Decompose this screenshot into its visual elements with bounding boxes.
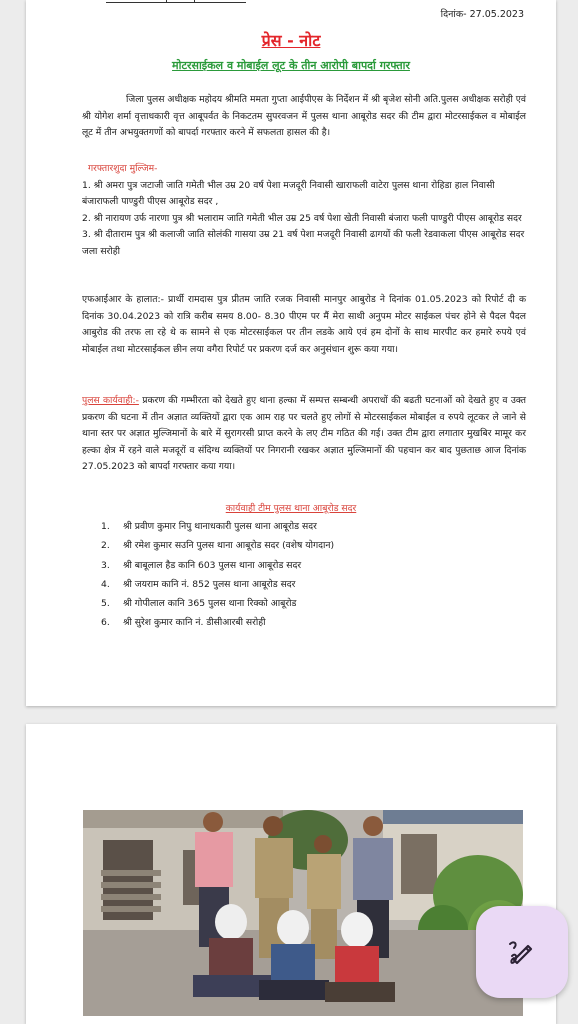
accused-section xyxy=(82,161,526,260)
team-member-text: श्री रमेश कुमार सउनि पुलस थाना आबूरोड सदर (वशेष योगदान) xyxy=(123,540,335,552)
fir-text: प्रार्थी रामदास पुत्र प्रीतम जाति रजक निवासी मानपुर आबुरोड ने दिनांक 01.05.2023 को रिपोर्ट दी क दिनांक 30.04.2023 को रात्रि करीब समय 8.00- 8.30 पीएम पर मैं मेरा साथी अनुपम मोटर साईकल पंचर होने से पैदल पैदल आबुरोड की तरफ ला रहे थे क सामने से एक मोटरसाईकल पर तीन लडके आये एवं हम दोनों के साथ मारपीट कर हमारे रुपये एवं मोबाईल तथा मोटरसाईकल छीन लया वगैरा रिपोर्ट पर प्रकरण दर्ज कर अनुसंधान शुरू कया गया। xyxy=(82,294,526,355)
team-member xyxy=(101,517,521,536)
team-member xyxy=(101,575,521,594)
fir-heading: एफआईआर के हालात:- xyxy=(82,294,164,305)
team-member xyxy=(101,613,521,632)
press-note-subtitle: मोटरसाईकल व मोबाईल लूट के तीन आरोपी बापर्दा गरफ्तार xyxy=(172,59,410,72)
team-member-text: श्री बाबूलाल हैड कानि 603 पुलस थाना आबूरोड सदर xyxy=(123,559,302,571)
accused-heading: गरफ्तारशुदा मुल्जिम- xyxy=(88,163,158,174)
team-list xyxy=(101,517,521,633)
action-heading: पुलस कार्यवाही:- xyxy=(82,395,139,406)
edit-fab-button[interactable] xyxy=(476,906,568,998)
arrest-photo xyxy=(83,810,523,1016)
action-text: प्रकरण की गम्भीरता को देखते हुए थाना हल्का में सम्पत्त सम्बन्धी अपराधों की बढती घटनाओं को देखते हुए व उक्त प्रकरण की घटना में तीन अज्ञात व्यक्तियों द्वारा एक आम राह पर चलते हुए लोगों से मोटरसाईकल मोबाईल व रुपये लूटकर ले जाने से थाना स्तर पर अज्ञात मुल्जिमानों के बारे में सुरागरसी प्राप्त करने के लए टीम गठित की गई। उक्त टीम द्वारा लगातार मुखबिर मामूर कर हल्का क्षेत्र में रहने वाले मजदूरों व संदिग्ध व्यक्तियों पर निगरानी रखकर अज्ञात मुल्जिमानों की पहचान कर बाद पुछताछ आज दिनांक 27.05.2023 को बापर्दा गरफ्तार कया गया। xyxy=(82,395,527,472)
team-member-number: 2. xyxy=(101,540,110,552)
team-member-number: 3. xyxy=(101,559,110,571)
accused-item: 1. श्री अमरा पुत्र जटाजी जाति गमेती भील उम्र 20 वर्ष पेशा मजदूरी निवासी खाराफली वाटेरा पुलस थाना रोहिडा हाल निवासी बंजाराफली पाण्डुरी पीएस आबूरोड सदर , xyxy=(82,179,495,207)
team-member-text: श्री जयराम कानि नं. 852 पुलस थाना आबूरोड सदर xyxy=(123,578,296,590)
intro-paragraph: जिला पुलस अधीक्षक महोदय श्रीमति ममता गुप्ता आईपीएस के निर्देशन में श्री बृजेश सोनी अति.पुलस अधीक्षक सरोही एवं श्री योगेश शर्मा वृत्ताधकारी वृत्त आबूपर्वत के निकटतम सुपरवजन में पुलस थाना आबूरोड सदर की टीम द्वारा मोटरसाईकल व मोबाईल लूट में तीन अभयुक्तगणों को बापर्दा गरफ्तार करने में सफलता हासल की है। xyxy=(82,94,526,138)
top-divider xyxy=(106,0,246,3)
team-heading: कार्यवाही टीम पुलस थाना आबूरोड सदर xyxy=(225,503,357,514)
team-member-text: श्री प्रवीण कुमार निपु थानाधकारी पुलस थाना आबूरोड सदर xyxy=(123,521,317,532)
team-member xyxy=(101,594,521,613)
team-member xyxy=(101,556,521,575)
team-member-number: 1. xyxy=(101,521,110,532)
team-member-number: 4. xyxy=(101,578,110,590)
team-member-text: श्री गोपीलाल कानि 365 पुलस थाना रिक्को आबूरोड xyxy=(123,598,297,610)
accused-item: 2. श्री नारायण उर्फ नारणा पुत्र श्री भलाराम जाति गमेती भील उम्र 25 वर्ष पेशा खेती निवासी बंजारा फली पाण्डुरी पीएस आबूरोड सदर xyxy=(82,212,522,224)
pen-edit-icon xyxy=(502,932,542,972)
team-member xyxy=(101,536,521,555)
team-member-number: 6. xyxy=(101,617,110,629)
press-note-title: प्रेस - नोट xyxy=(261,31,321,50)
action-paragraph xyxy=(82,393,526,476)
press-note-page-1 xyxy=(26,0,556,706)
accused-item: 3. श्री दीताराम पुत्र श्री कलाजी जाति सोलंकी गासया उम्र 21 वर्ष पेशा मजदूरी निवासी ढागयों की फली रेडवाकला पीएस आबूरोड सदर जला सरोही xyxy=(82,229,525,257)
press-note-date: दिनांक- 27.05.2023 xyxy=(440,9,524,20)
fir-paragraph xyxy=(82,292,526,358)
team-member-number: 5. xyxy=(101,598,110,610)
team-member-text: श्री सुरेश कुमार कानि नं. डीसीआरबी सरोही xyxy=(123,617,266,629)
